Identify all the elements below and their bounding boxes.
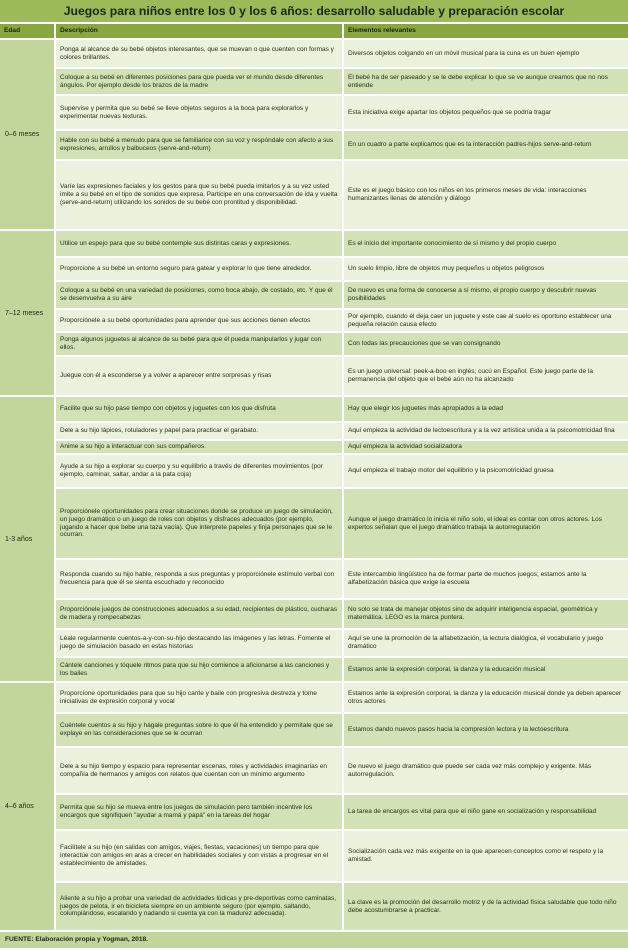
table-row-elementos <box>344 333 628 355</box>
table-row-elementos <box>344 831 628 881</box>
table-row-elementos <box>344 600 628 628</box>
descripcion-text: Responda cuando su hijo hable, responda a sus preguntas y proporciónele estímulo verbal con frecuencia para que él se sienta escuchado y reconocido <box>60 571 335 586</box>
descripcion-text: Varíe las expresiones faciales y los gestos para que su bebé pueda imitarlos y a su vez usted imite a su bebé en el tipo de sonidos que expresa. Participe en una conversación de ida y vuelta (serve-and-return) utilizando los sonidos de su bebé con prontitud y disponibilidad. <box>60 183 338 206</box>
descripcion-text: Léale regularmente cuentos-a-y-con-su-hijo destacando las imágenes y las letras. Fomente el juego de simulación basado en estas historias <box>60 635 331 650</box>
table-row-elementos <box>344 630 628 656</box>
table-row-descripcion <box>56 658 342 681</box>
elementos-text: Esta iniciativa exige apartar los objetos pequeños que se podría tragar <box>348 108 552 116</box>
table-row-descripcion <box>56 161 342 229</box>
descripcion-text: Ponga algunos juguetes al alcance de su bebé para que él pueda manipularlos y jugar con ellos. <box>60 336 322 351</box>
table-row-descripcion <box>56 69 342 94</box>
table-row-descripcion <box>56 489 342 558</box>
table-row-elementos <box>344 161 628 229</box>
table-row-elementos <box>344 423 628 439</box>
table-row-descripcion <box>56 683 342 712</box>
table-row-descripcion <box>56 282 342 308</box>
elementos-text: Socialización cada vez más exigente en la que aparecen conceptos como el respeto y la amistad. <box>348 848 604 863</box>
table-row-descripcion <box>56 455 342 487</box>
descripcion-text: Proporcione a su bebé un entorno seguro para gatear y explorar lo que tiene alrededor. <box>60 265 312 273</box>
elementos-text: Con todas las precauciones que se van consignando <box>348 340 501 348</box>
table-row-elementos <box>344 683 628 712</box>
age-group-label: 0–6 meses <box>0 40 54 229</box>
descripcion-text: Proporciónele juegos de construcciones adecuados a su edad, recipientes de plástico, cucharas de madera y rompecabezas <box>60 606 338 621</box>
table-row-elementos <box>344 658 628 681</box>
table-row-elementos <box>344 795 628 829</box>
descripcion-text: Aliente a su hijo a probar una variedad de actividades lúdicas y pre-deportivas como caminatas, juegos de pelota, ir en bicicleta siempre en un ambiente seguro (por ejemplo, saltando, columpiándose, escalando y nadando si cuenta ya con la madurez adecuada). <box>60 894 337 918</box>
elementos-text: Aquí empieza la actividad socializadora <box>348 443 462 451</box>
elementos-text: De nuevo es una forma de conocerse a sí mismo, el propio cuerpo y descubrir nuevas posibilidades <box>348 287 597 302</box>
table-row-descripcion <box>56 831 342 881</box>
table-row-descripcion <box>56 131 342 159</box>
descripcion-text: Proporcione oportunidades para que su hijo cante y baile con progresiva destreza y tome iniciativas de expresión corporal y vocal <box>60 689 317 705</box>
table-row-elementos <box>344 131 628 159</box>
table-row-descripcion <box>56 423 342 439</box>
table-row-elementos <box>344 258 628 280</box>
descripcion-text: Utilice un espejo para que su bebé contemple sus distintas caras y expresiones. <box>60 239 291 247</box>
header-descripcion: Descripción <box>56 24 342 38</box>
table-title: Juegos para niños entre los 0 y los 6 años: desarrollo saludable y preparación escolar <box>0 0 628 22</box>
table-row-descripcion <box>56 96 342 129</box>
descripcion-text: Proporciónele oportunidades para crear situaciones donde se produce un juego de simulación, un juego dramático o un juego de roles con objetos y disfraces adecuados (por ejemplo, jugando a hacer que bebe una taza vacía). Que interprete papeles y finja personajes que se le ocurran. <box>60 507 333 539</box>
table-row-descripcion <box>56 310 342 331</box>
header-edad: Edad <box>0 24 54 38</box>
descripcion-text: Coloque a su bebé en una variedad de posiciones, como boca abajo, de costado, etc. Y que él se desenvuelva a su aire <box>60 287 333 302</box>
descripcion-text: Coloque a su bebé en diferentes posiciones para que pueda ver el mundo desde diferentes ángulos. Por ejemplo desde los brazos de la madre <box>60 73 324 89</box>
elementos-text: Estamos ante la expresión corporal, la danza y la educación musical <box>348 665 546 673</box>
table-row-elementos <box>344 69 628 94</box>
elementos-text: Por ejemplo, cuando él deja caer un juguete y este cae al suelo es oportuno establecer una pequeña relación causa efecto <box>348 312 612 328</box>
table-row-elementos <box>344 883 628 930</box>
descripcion-text: Anime a su hijo a interactuar con sus compañeros. <box>60 443 206 451</box>
age-group-label: 7–12 meses <box>0 231 54 395</box>
age-group-label: 4–6 años <box>0 683 54 930</box>
table-row-descripcion <box>56 357 342 395</box>
descripcion-text: Dele a su hijo tiempo y espacio para representar escenas, roles y actividades imaginarias en compañía de hermanos y amigos con relatos que cuentan con un mínimo argumento <box>60 762 328 778</box>
age-group-label: 1-3 años <box>0 397 54 681</box>
elementos-text: Estamos ante la expresión corporal, la danza y la educación musical donde ya deben aparecer otros actores <box>348 689 622 705</box>
descripcion-text: Dele a su hijo lápices, rotuladores y papel para practicar el garabato. <box>60 427 259 435</box>
table-row-descripcion <box>56 560 342 598</box>
table-row-elementos <box>344 231 628 256</box>
table-row-elementos <box>344 560 628 598</box>
descripcion-text: Juegue con él a esconderse y a volver a aparecer entre sorpresas y risas <box>60 372 272 380</box>
descripcion-text: Supervise y permita que su bebé se lleve objetos seguros a la boca para explorarlos y experimentar nuevas texturas. <box>60 104 309 120</box>
table-row-descripcion <box>56 630 342 656</box>
descripcion-text: Facilítele a su hijo (en salidas con amigos, viajes, fiestas, vacaciones) un tiempo para que interactúe con amigos en aras a crecer en habilidades sociales y con vistas a progresar en el establecimiento de amistades. <box>60 844 329 867</box>
elementos-text: Este intercambio lingüístico ha de formar parte de muchos juegos; estamos ante la alfabetización básica que exige la escuela <box>348 571 587 586</box>
elementos-text: La clave es la promoción del desarrollo motriz y de la actividad física saludable que todo niño debe acostumbrarse a practicar. <box>348 898 617 914</box>
descripcion-text: Cántele canciones y tóquele ritmos para que su hijo comience a aficionarse a las canciones y los bailes <box>60 661 330 677</box>
elementos-text: Diversos objetos colgando en un móvil musical para la cuna es un buen ejemplo <box>348 49 580 57</box>
table-row-descripcion <box>56 748 342 793</box>
header-elementos: Elementos relevantes <box>344 24 628 38</box>
elementos-text: El bebé ha de ser paseado y se le debe explicar lo que se ve aunque creamos que no nos entiende <box>348 73 608 89</box>
elementos-text: Aunque el juego dramático lo inicia el niño solo, el ideal es contar con otros actores. Los expertos señalan que el juego dramático trabaja la autorregulación <box>348 515 603 531</box>
table-row-descripcion <box>56 441 342 453</box>
elementos-text: Este es el juego básico con los niños en los primeros meses de vida: interacciones humanizantes llenas de atención y diálogo <box>348 187 587 202</box>
table-row-elementos <box>344 357 628 395</box>
table-row-elementos <box>344 489 628 558</box>
table-row-elementos <box>344 96 628 129</box>
table-row-descripcion <box>56 258 342 280</box>
elementos-text: Hay que elegir los juguetes más apropiados a la edad <box>348 405 504 413</box>
table-row-elementos <box>344 397 628 421</box>
table-row-descripcion <box>56 795 342 829</box>
elementos-text: La tarea de encargos es vital para que el niño gane en socialización y responsabilidad <box>348 808 597 816</box>
table-row-descripcion <box>56 397 342 421</box>
elementos-text: De nuevo el juego dramático que puede ser cada vez más complejo y exigente. Más autorregulación. <box>348 762 592 778</box>
elementos-text: En un cuadro a parte explicamos que es la interacción padres-hijos serve-and-return <box>348 141 592 149</box>
descripcion-text: Ayude a su hijo a explorar su cuerpo y su equilibrio a través de diferentes movimientos (por ejemplo, caminar, saltar, andar a la pata coja) <box>60 463 323 478</box>
table-row-descripcion <box>56 333 342 355</box>
elementos-text: Aquí empieza el trabajo motor del equilibrio y la psicomotricidad gruesa <box>348 467 554 475</box>
elementos-text: Estamos dando nuevos pasos hacia la compresión lectora y la lectoescritura <box>348 726 569 734</box>
descripcion-text: Facilite que su hijo pase tiempo con objetos y juguetes con los que disfruta <box>60 405 276 413</box>
table-row-elementos <box>344 441 628 453</box>
elementos-text: Es un juego universal: peek-a-boo en inglés; cucú en Español. Este juego parte de la permanencia del objeto que el bebé aún no ha alcanzado <box>348 368 593 383</box>
descripcion-text: Permita que su hijo se mueva entre los juegos de simulación pero también incentive los encargos que signifiquen "ayudar a mamá y papá" en la tareas del hogar <box>60 804 313 819</box>
table-row-elementos <box>344 310 628 331</box>
table-footer-source: FUENTE: Elaboración propia y Yogman, 2018. <box>0 932 628 948</box>
elementos-text: Un suelo limpio, libre de objetos muy pequeños u objetos peligrosos <box>348 265 545 273</box>
table-row-descripcion <box>56 714 342 746</box>
descripcion-text: Hable con su bebé a menudo para que se familiarice con su voz y respóndale con afecto a sus expresiones, arrullos y balbuceos (serve-and-return) <box>60 137 334 152</box>
elementos-text: Aquí se une la promoción de la alfabetización, la lectura dialógica, el vocabulario y juego dramático <box>348 635 604 650</box>
table-row-elementos <box>344 282 628 308</box>
descripcion-text: Cuéntele cuentos a su hijo y hágale preguntas sobre lo que él ha entendido y permítale que se explaye en las consideraciones que se le ocurran <box>60 722 333 737</box>
table-row-descripcion <box>56 231 342 256</box>
table-row-elementos <box>344 714 628 746</box>
table-row-descripcion <box>56 883 342 930</box>
table-row-elementos <box>344 40 628 67</box>
table-row-descripcion <box>56 40 342 67</box>
table-row-elementos <box>344 455 628 487</box>
elementos-text: Aquí empieza la actividad de lectoescritura y a la vez artística unida a la psicomotricidad fina <box>348 427 615 435</box>
table-row-elementos <box>344 748 628 793</box>
descripcion-text: Ponga al alcance de su bebé objetos interesantes, que se muevan o que cuenten con formas y colores brillantes. <box>60 45 334 61</box>
table-row-descripcion <box>56 600 342 628</box>
descripcion-text: Proporciónele a su bebé oportunidades para aprender que sus acciones tienen efectos <box>60 316 311 324</box>
elementos-text: No solo se trata de manejar objetos sino de adquirir inteligencia espacial, geométrica y matemática. LEGO es la marca puntera. <box>348 606 598 621</box>
elementos-text: Es el inicio del importante conocimiento de sí mismo y del propio cuerpo <box>348 239 557 247</box>
